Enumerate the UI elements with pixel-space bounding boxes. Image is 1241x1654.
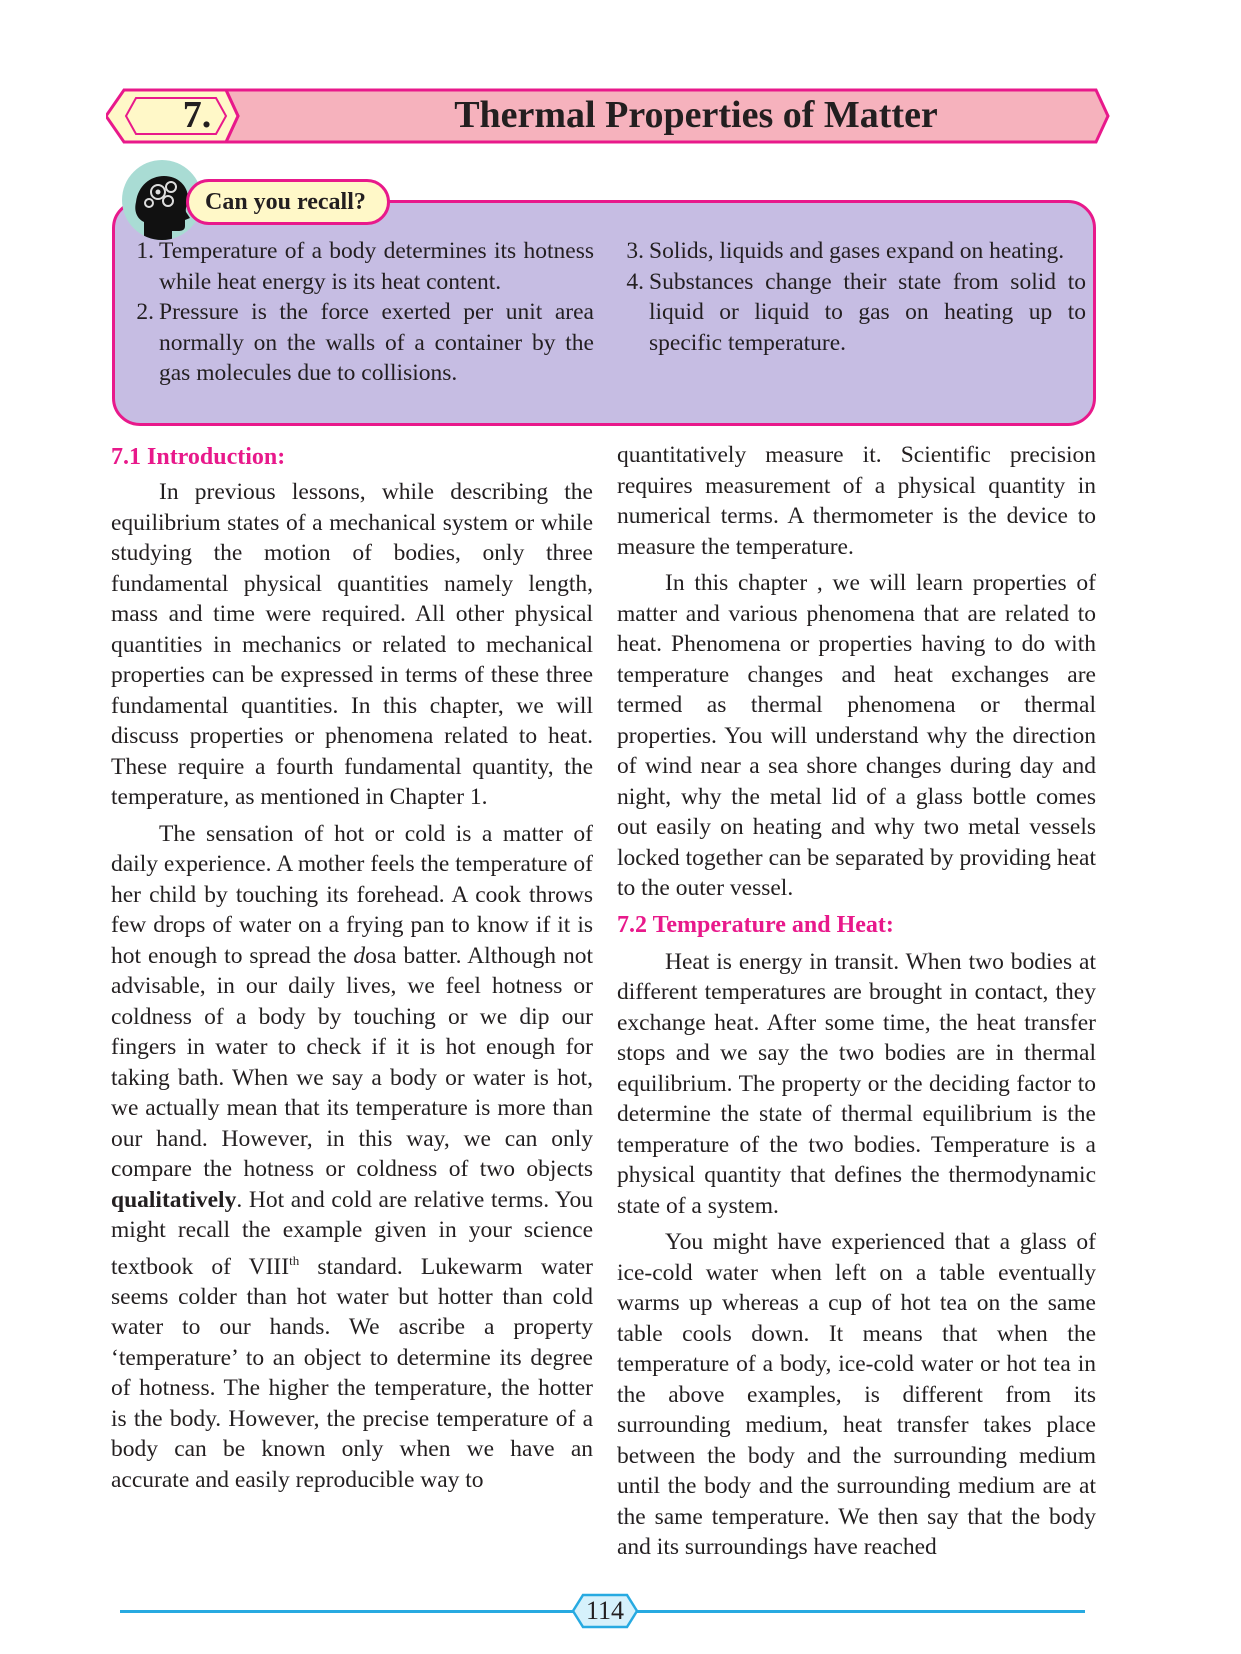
paragraph: You might have experienced that a glass of ice-cold water when left on a table eventually warms up whereas a cup of hot tea on the same table cools down. It means that when the temperature of a body, ice-cold water or hot tea in the above examples, is different from its surrounding medium, heat transfer takes place between the body and the surrounding medium until the body and the surrounding medium are at the same temperature. We then say that the body and its surroundings have reached xyxy=(617,1229,1096,1560)
section-heading-temperature-heat: 7.2 Temperature and Heat: xyxy=(617,911,894,938)
body-column-left xyxy=(111,442,593,1501)
recall-item xyxy=(622,267,1086,359)
recall-column-left xyxy=(128,236,594,389)
paragraph: In this chapter , we will learn properties of matter and various phenomena that are related to heat. Phenomena or properties having to do with temperature changes and heat exchanges are termed as thermal phenomena or thermal properties. You will understand why the direction of wind near a sea shore changes during day and night, why the metal lid of a glass bottle comes out easily on heating and why two metal vessels locked together can be separated by providing heat to the outer vessel. xyxy=(617,570,1096,901)
paragraph: quantitatively measure it. Scientific precision requires measurement of a physical quantity in numerical terms. A thermometer is the device to measure the temperature. xyxy=(617,442,1096,560)
recall-item xyxy=(128,236,594,297)
chapter-banner xyxy=(106,86,1110,146)
superscript: th xyxy=(289,1252,300,1268)
page-number: 114 xyxy=(585,1596,625,1625)
recall-item-number: 2. xyxy=(136,299,154,325)
recall-item-number: 3. xyxy=(626,238,644,264)
recall-item-text: Pressure is the force exerted per unit area normally on the walls of a container by the gas molecules due to collisions. xyxy=(159,299,594,386)
paragraph-text: . Hot and cold are relative terms. You might recall the example given in your science textbook of VIII xyxy=(111,1186,593,1280)
recall-heading: Can you recall? xyxy=(186,179,390,225)
bold-term: qualitatively xyxy=(111,1186,237,1213)
recall-column-right xyxy=(622,236,1086,358)
recall-item-text: Substances change their state from solid to liquid or liquid to gas on heating up to specific temperature. xyxy=(649,268,1086,356)
paragraph xyxy=(111,819,593,1496)
chapter-number: 7. xyxy=(182,94,212,136)
recall-item xyxy=(128,297,594,389)
paragraph-text: The sensation of hot or cold is a matter of daily experience. A mother feels the temperature of her child by touching its forehead. A cook throws few drops of water on a frying pan to know if it is hot enough to spread the xyxy=(111,820,593,969)
italic-letter: d xyxy=(353,942,366,969)
body-column-right xyxy=(617,440,1096,1569)
recall-item xyxy=(622,236,1086,267)
recall-item-number: 4. xyxy=(626,268,644,295)
paragraph-text: standard. Lukewarm water seems colder than hot water but hotter than cold water to our hands. We ascribe a property ‘temperature’ to an object to determine its degree of hotness. The higher the temperature, the hotter is the body. However, the precise temperature of a body can be known only when we have an accurate and easily reproducible way to xyxy=(111,1253,594,1493)
section-heading-introduction: 7.1 Introduction: xyxy=(111,444,286,470)
chapter-title: Thermal Properties of Matter xyxy=(454,94,938,136)
recall-item-text: Solids, liquids and gases expand on heating. xyxy=(649,238,1065,264)
paragraph: In previous lessons, while describing the equilibrium states of a mechanical system or while studying the motion of bodies, only three fundamental physical quantities namely length, mass and time were required. All other physical quantities in mechanics or related to mechanical properties can be expressed in terms of these three fundamental quantities. In this chapter, we will discuss properties or phenomena related to heat. These require a fourth fundamental quantity, the temperature, as mentioned in Chapter 1. xyxy=(111,479,593,810)
paragraph: Heat is energy in transit. When two bodies at different temperatures are brought in contact, they exchange heat. After some time, the heat transfer stops and we say the two bodies are in thermal equilibrium. The property or the deciding factor to determine the state of thermal equilibrium is the temperature of the two bodies. Temperature is a physical quantity that defines the thermodynamic state of a system. xyxy=(617,948,1096,1219)
recall-item-text: Temperature of a body determines its hotness while heat energy is its heat content. xyxy=(159,238,594,295)
recall-item-number: 1. xyxy=(136,238,154,264)
paragraph-text: osa batter. Although not advisable, in our daily lives, we feel hotness or coldness of a body by touching or we dip our fingers in water to check if it is hot enough for taking bath. When we say a body or water is hot, we actually mean that its temperature is more than our hand. However, in this way, we can only compare the hotness or coldness of two objects xyxy=(111,942,593,1182)
